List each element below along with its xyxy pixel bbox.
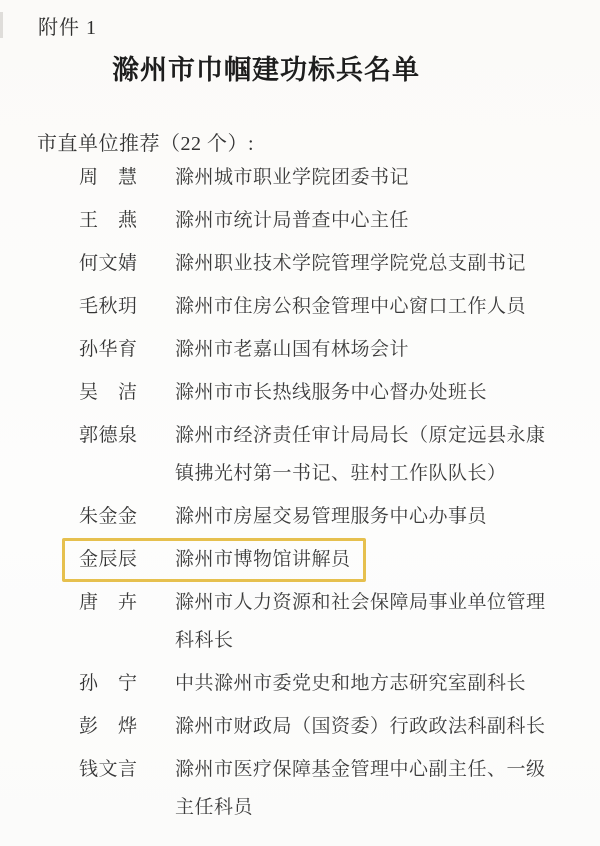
- entry-description: 中共滁州市委党史和地方志研究室副科长: [175, 673, 527, 694]
- entry-description: 滁州市住房公积金管理中心窗口工作人员: [175, 296, 527, 317]
- page-title: 滁州市巾帼建功标兵名单: [112, 55, 420, 85]
- entry-description: 滁州职业技术学院管理学院党总支副书记: [175, 253, 527, 274]
- entry-name: 孙 宁: [79, 673, 138, 694]
- entry-name: 钱文言: [79, 759, 138, 780]
- entry-description: 滁州市人力资源和社会保障局事业单位管理科科长: [175, 592, 546, 651]
- entry-name: 王 燕: [79, 210, 138, 231]
- list-entry: [0, 202, 600, 240]
- entry-name: 彭 烨: [79, 716, 138, 737]
- list-entry: [0, 245, 600, 283]
- entry-name: 郭德泉: [79, 425, 138, 446]
- scan-edge-artifact: [0, 12, 3, 38]
- list-entry: [0, 498, 600, 536]
- list-entry: [0, 159, 600, 197]
- entry-name: 毛秋玥: [79, 296, 138, 317]
- entry-name: 金辰辰: [79, 549, 138, 570]
- entry-description: 滁州城市职业学院团委书记: [175, 167, 410, 188]
- list-entry: [0, 288, 600, 326]
- entry-name: 吴 洁: [79, 382, 138, 403]
- list-entry: [0, 374, 600, 412]
- list-entry: [0, 541, 600, 579]
- list-entry: [0, 751, 600, 827]
- entry-description: 滁州市统计局普查中心主任: [175, 210, 410, 231]
- list-entry: [0, 417, 600, 493]
- entry-name: 唐 卉: [79, 592, 138, 613]
- list-entry: [0, 331, 600, 369]
- entry-description: 滁州市医疗保障基金管理中心副主任、一级主任科员: [175, 759, 546, 818]
- list-entry: [0, 584, 600, 660]
- entry-name: 何文婧: [79, 253, 138, 274]
- entry-name: 孙华育: [79, 339, 138, 360]
- entry-description: 滁州市经济责任审计局局长（原定远县永康镇拂光村第一书记、驻村工作队队长）: [175, 425, 546, 484]
- list-entry: [0, 665, 600, 703]
- entry-description: 滁州市市长热线服务中心督办处班长: [175, 382, 488, 403]
- section-header: 市直单位推荐（22 个）:: [37, 133, 255, 155]
- attachment-label: 附件 1: [38, 17, 97, 39]
- entry-description: 滁州市老嘉山国有林场会计: [175, 339, 410, 360]
- list-entry: [0, 708, 600, 746]
- entry-name: 朱金金: [79, 506, 138, 527]
- entry-description: 滁州市房屋交易管理服务中心办事员: [175, 506, 488, 527]
- recommendation-list: [0, 159, 600, 832]
- entry-description: 滁州市博物馆讲解员: [175, 549, 351, 570]
- entry-name: 周 慧: [79, 167, 138, 188]
- entry-description: 滁州市财政局（国资委）行政政法科副科长: [175, 716, 546, 737]
